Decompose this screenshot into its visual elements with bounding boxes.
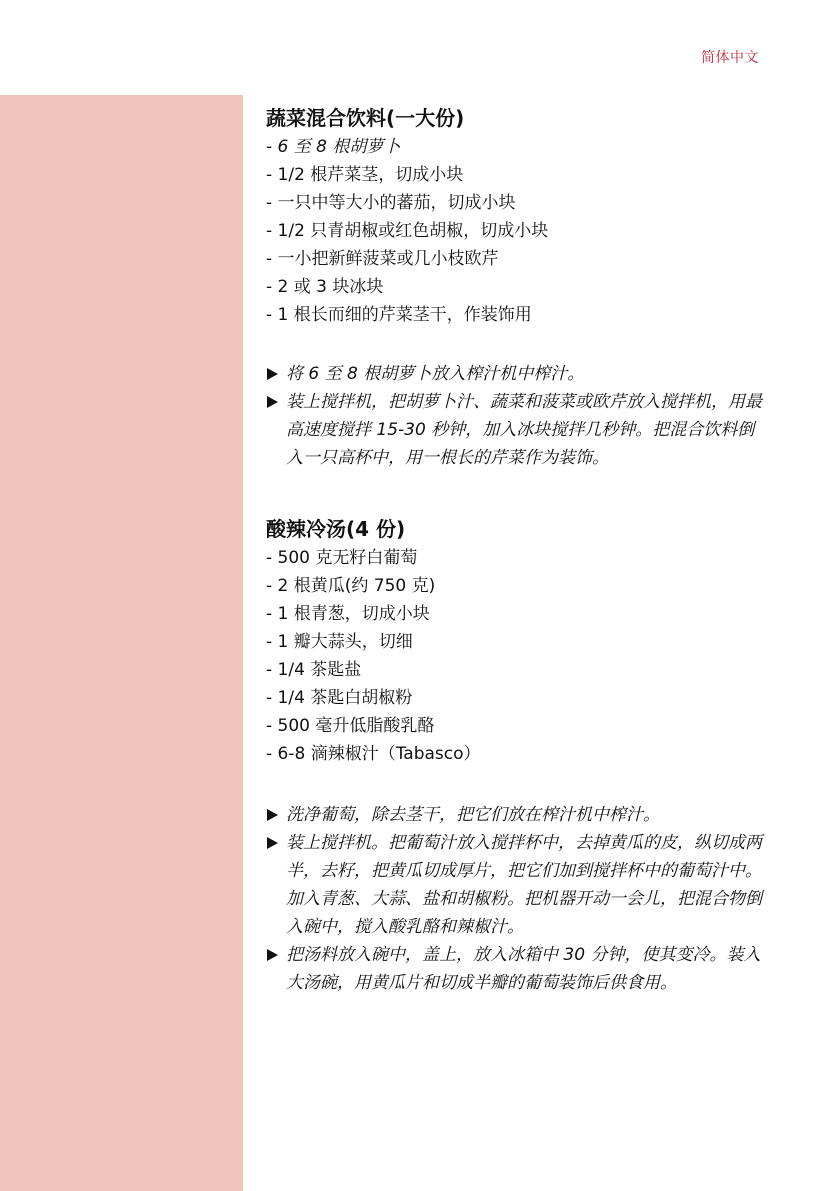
language-label: 简体中文 xyxy=(701,50,759,66)
ingredient-item: - 1/4 茶匙白胡椒粉 xyxy=(266,688,413,708)
ingredient-item: - 1/4 茶匙盐 xyxy=(266,660,362,680)
step-item xyxy=(266,360,766,388)
ingredient-item: - 2 根黄瓜(约 750 克) xyxy=(266,576,436,596)
step-item xyxy=(266,388,766,472)
step-list xyxy=(266,360,766,472)
sidebar-color-band xyxy=(0,95,243,1191)
arrow-right-icon xyxy=(267,837,278,849)
step-text: 把汤料放入碗中，盖上，放入冰箱中 30 分钟，使其变冷。装入大汤碗，用黄瓜片和切成半瓣的葡萄装饰后供食用。 xyxy=(286,945,761,993)
ingredient-item: - 1 根青葱，切成小块 xyxy=(266,604,430,624)
ingredient-item: - 一只中等大小的蕃茄，切成小块 xyxy=(266,193,516,213)
ingredient-item: - 500 克无籽白葡萄 xyxy=(266,548,418,568)
ingredient-item: - 一小把新鲜菠菜或几小枝欧芹 xyxy=(266,249,499,269)
step-item xyxy=(266,801,766,829)
arrow-right-icon xyxy=(267,809,278,821)
step-item xyxy=(266,941,766,997)
ingredient-item: - 6 至 8 根胡萝卜 xyxy=(266,137,401,157)
step-text: 将 6 至 8 根胡萝卜放入榨汁机中榨汁。 xyxy=(286,364,585,384)
ingredient-item: - 6-8 滴辣椒汁（Tabasco） xyxy=(266,744,481,764)
step-text: 装上搅拌机。把葡萄汁放入搅拌杯中，去掉黄瓜的皮，纵切成两半，去籽，把黄瓜切成厚片，把它们加到搅拌杯中的葡萄汁中。加入青葱、大蒜、盐和胡椒粉。把机器开动一会儿，把混合物倒入碗中，搅入酸乳酪和辣椒汁。 xyxy=(286,833,762,937)
step-item xyxy=(266,829,766,941)
recipe-vegetable-drink xyxy=(266,103,766,472)
arrow-right-icon xyxy=(267,396,278,408)
ingredient-list xyxy=(266,133,766,329)
ingredient-list xyxy=(266,544,766,768)
ingredient-item: - 500 毫升低脂酸乳酪 xyxy=(266,716,435,736)
arrow-right-icon xyxy=(267,368,278,380)
recipe-title: 酸辣冷汤(4 份) xyxy=(266,517,406,541)
ingredient-item: - 1 瓣大蒜头，切细 xyxy=(266,632,413,652)
step-list xyxy=(266,801,766,997)
ingredient-item: - 1 根长而细的芹菜茎干，作装饰用 xyxy=(266,305,532,325)
step-text: 洗净葡萄，除去茎干，把它们放在榨汁机中榨汁。 xyxy=(286,805,660,825)
recipe-content xyxy=(266,103,766,997)
recipe-cold-soup xyxy=(266,514,766,997)
ingredient-item: - 1/2 只青胡椒或红色胡椒，切成小块 xyxy=(266,221,549,241)
ingredient-item: - 2 或 3 块冰块 xyxy=(266,277,384,297)
ingredient-item: - 1/2 根芹菜茎，切成小块 xyxy=(266,165,464,185)
arrow-right-icon xyxy=(267,949,278,961)
step-text: 装上搅拌机，把胡萝卜汁、蔬菜和菠菜或欧芹放入搅拌机，用最高速度搅拌 15-30 秒钟，加入冰块搅拌几秒钟。把混合饮料倒入一只高杯中，用一根长的芹菜作为装饰。 xyxy=(286,392,762,468)
recipe-title: 蔬菜混合饮料(一大份) xyxy=(266,106,465,130)
